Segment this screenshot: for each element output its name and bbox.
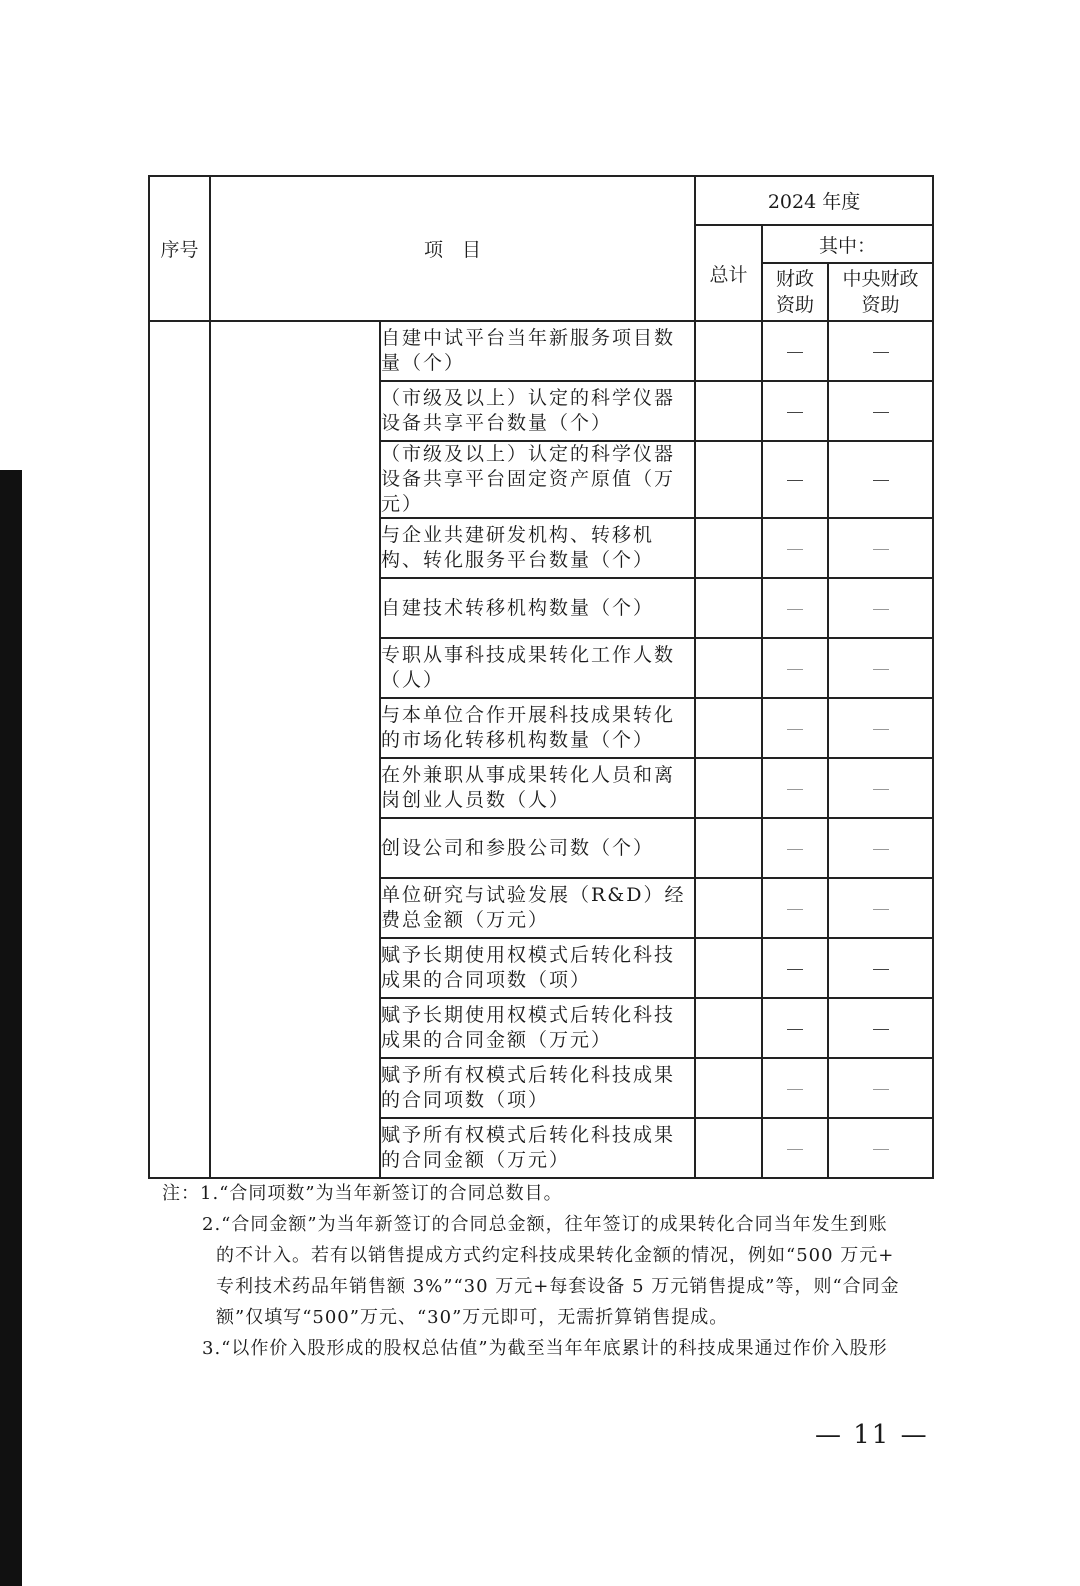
dash-mark	[873, 480, 889, 481]
seq-cell	[149, 321, 210, 1178]
fiscal-cell	[762, 638, 828, 698]
dash-mark	[873, 352, 889, 353]
total-cell[interactable]	[695, 381, 762, 441]
note-3: 3.“以作价入股形成的股权总估值”为截至当年年底累计的科技成果通过作价入股形	[202, 1338, 888, 1359]
central-fiscal-cell	[828, 518, 933, 578]
fiscal-cell	[762, 1118, 828, 1178]
central-fiscal-cell	[828, 578, 933, 638]
header-of-which: 其中：	[762, 225, 933, 263]
total-cell[interactable]	[695, 321, 762, 381]
dash-mark	[787, 480, 803, 481]
item-cell: 与企业共建研发机构、转移机构、转化服务平台数量（个）	[380, 518, 695, 578]
report-table	[148, 175, 934, 1179]
dash-mark	[787, 412, 803, 413]
central-fiscal-cell	[828, 441, 933, 518]
note-2-line-4: 额”仅填写“500”万元、“30”万元即可，无需折算销售提成。	[216, 1307, 729, 1328]
dash-mark	[787, 969, 803, 970]
total-cell[interactable]	[695, 1118, 762, 1178]
dash-mark	[873, 969, 889, 970]
dash-mark	[787, 549, 803, 550]
fiscal-cell	[762, 441, 828, 518]
note-2-line-1: 2.“合同金额”为当年新签订的合同总金额，往年签订的成果转化合同当年发生到账	[202, 1214, 888, 1235]
central-fiscal-cell	[828, 938, 933, 998]
central-fiscal-cell	[828, 321, 933, 381]
dash-mark	[873, 1089, 889, 1090]
total-cell[interactable]	[695, 818, 762, 878]
total-cell[interactable]	[695, 758, 762, 818]
page-number: — 11 —	[815, 1420, 929, 1450]
item-cell: 赋予长期使用权模式后转化科技成果的合同金额（万元）	[380, 998, 695, 1058]
item-cell: 单位研究与试验发展（R&D）经费总金额（万元）	[380, 878, 695, 938]
total-cell[interactable]	[695, 518, 762, 578]
item-cell: 赋予所有权模式后转化科技成果的合同金额（万元）	[380, 1118, 695, 1178]
total-cell[interactable]	[695, 878, 762, 938]
dash-mark	[873, 1029, 889, 1030]
dash-mark	[787, 729, 803, 730]
dash-mark	[873, 729, 889, 730]
fiscal-cell	[762, 818, 828, 878]
dash-mark	[873, 609, 889, 610]
total-cell[interactable]	[695, 938, 762, 998]
scan-edge-shadow	[0, 470, 22, 1586]
note-1: 1.“合同项数”为当年新签订的合同总数目。	[200, 1183, 563, 1204]
dash-mark	[787, 909, 803, 910]
total-cell[interactable]	[695, 1058, 762, 1118]
fiscal-cell	[762, 1058, 828, 1118]
item-cell: 赋予所有权模式后转化科技成果的合同项数（项）	[380, 1058, 695, 1118]
header-seq: 序号	[149, 176, 210, 321]
note-2-line-2: 的不计入。若有以销售提成方式约定科技成果转化金额的情况，例如“500 万元+	[216, 1245, 895, 1266]
fiscal-cell	[762, 698, 828, 758]
notes-section	[162, 1178, 922, 1364]
dash-mark	[787, 1089, 803, 1090]
central-fiscal-cell	[828, 998, 933, 1058]
fiscal-cell	[762, 938, 828, 998]
fiscal-cell	[762, 758, 828, 818]
item-cell: 赋予长期使用权模式后转化科技成果的合同项数（项）	[380, 938, 695, 998]
dash-mark	[787, 789, 803, 790]
fiscal-cell	[762, 998, 828, 1058]
dash-mark	[873, 669, 889, 670]
header-fiscal: 财政 资助	[762, 263, 828, 321]
header-year: 2024 年度	[695, 176, 933, 225]
notes-label: 注：	[162, 1183, 200, 1204]
item-cell: 自建技术转移机构数量（个）	[380, 578, 695, 638]
note-2-line-3: 专利技术药品年销售额 3%”“30 万元+每套设备 5 万元销售提成”等，则“合同金	[216, 1276, 900, 1297]
header-central-fiscal: 中央财政 资助	[828, 263, 933, 321]
central-fiscal-cell	[828, 1118, 933, 1178]
total-cell[interactable]	[695, 441, 762, 518]
central-fiscal-cell	[828, 698, 933, 758]
category-cell	[210, 321, 380, 1178]
fiscal-cell	[762, 381, 828, 441]
item-cell: 专职从事科技成果转化工作人数（人）	[380, 638, 695, 698]
total-cell[interactable]	[695, 998, 762, 1058]
dash-mark	[873, 849, 889, 850]
dash-mark	[787, 1149, 803, 1150]
central-fiscal-cell	[828, 758, 933, 818]
item-cell: 与本单位合作开展科技成果转化的市场化转移机构数量（个）	[380, 698, 695, 758]
total-cell[interactable]	[695, 638, 762, 698]
dash-mark	[873, 412, 889, 413]
fiscal-cell	[762, 321, 828, 381]
central-fiscal-cell	[828, 818, 933, 878]
dash-mark	[873, 549, 889, 550]
dash-mark	[787, 352, 803, 353]
item-cell: （市级及以上）认定的科学仪器设备共享平台固定资产原值（万元）	[380, 441, 695, 518]
dash-mark	[873, 1149, 889, 1150]
fiscal-cell	[762, 878, 828, 938]
item-cell: 自建中试平台当年新服务项目数量（个）	[380, 321, 695, 381]
table-row	[149, 321, 933, 381]
fiscal-cell	[762, 518, 828, 578]
central-fiscal-cell	[828, 1058, 933, 1118]
central-fiscal-cell	[828, 381, 933, 441]
dash-mark	[787, 609, 803, 610]
dash-mark	[873, 909, 889, 910]
item-cell: （市级及以上）认定的科学仪器设备共享平台数量（个）	[380, 381, 695, 441]
header-total: 总计	[695, 225, 762, 321]
dash-mark	[873, 789, 889, 790]
dash-mark	[787, 669, 803, 670]
item-cell: 创设公司和参股公司数（个）	[380, 818, 695, 878]
dash-mark	[787, 1029, 803, 1030]
header-item: 项 目	[210, 176, 695, 321]
central-fiscal-cell	[828, 638, 933, 698]
dash-mark	[787, 849, 803, 850]
central-fiscal-cell	[828, 878, 933, 938]
total-cell[interactable]	[695, 578, 762, 638]
item-cell: 在外兼职从事成果转化人员和离岗创业人员数（人）	[380, 758, 695, 818]
total-cell[interactable]	[695, 698, 762, 758]
fiscal-cell	[762, 578, 828, 638]
